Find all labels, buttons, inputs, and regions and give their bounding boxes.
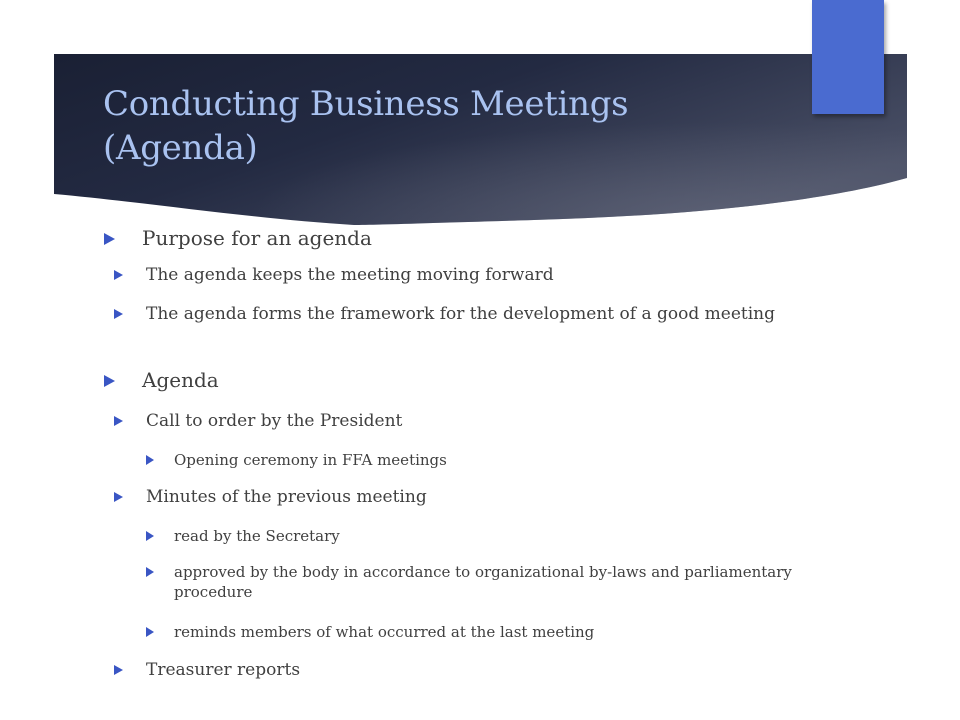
- bullet-arrow-icon: [114, 665, 123, 675]
- bullet-arrow-icon: [146, 567, 154, 577]
- bullet-item: [174, 450, 834, 470]
- bullet-arrow-icon: [114, 416, 123, 426]
- bullet-item: [146, 486, 836, 508]
- bullet-text: Minutes of the previous meeting: [146, 487, 427, 507]
- bullet-arrow-icon: [146, 531, 154, 541]
- bullet-item: [146, 303, 836, 325]
- slide-title-line-1: Conducting Business Meetings: [103, 84, 629, 124]
- bullet-text: Opening ceremony in FFA meetings: [174, 451, 447, 469]
- bullet-text: Call to order by the President: [146, 411, 403, 431]
- bullet-arrow-icon: [114, 270, 123, 280]
- bullet-text: approved by the body in accordance to organizational by-laws and parliamentary procedure: [174, 563, 792, 601]
- bullet-item: [146, 410, 836, 432]
- bullet-item: [174, 526, 834, 546]
- bullet-text: reminds members of what occurred at the last meeting: [174, 623, 595, 641]
- bullet-item: [146, 264, 836, 286]
- bullet-text: read by the Secretary: [174, 527, 340, 545]
- bullet-text: The agenda forms the framework for the development of a good meeting: [146, 304, 775, 324]
- bullet-item: [142, 367, 842, 393]
- bullet-item: [142, 225, 842, 251]
- bullet-arrow-icon: [104, 233, 115, 245]
- bullet-text: Agenda: [142, 368, 219, 392]
- bullet-item: [174, 622, 834, 642]
- bullet-arrow-icon: [146, 455, 154, 465]
- bullet-item: [174, 562, 834, 602]
- bullet-arrow-icon: [114, 309, 123, 319]
- bullet-text: Treasurer reports: [146, 660, 301, 680]
- bullet-text: Purpose for an agenda: [142, 226, 372, 250]
- bullet-text: The agenda keeps the meeting moving forward: [146, 265, 554, 285]
- bullet-item: [146, 659, 836, 681]
- bullet-arrow-icon: [114, 492, 123, 502]
- slide-title-line-2: (Agenda): [103, 128, 258, 168]
- bullet-arrow-icon: [146, 627, 154, 637]
- bullet-arrow-icon: [104, 375, 115, 387]
